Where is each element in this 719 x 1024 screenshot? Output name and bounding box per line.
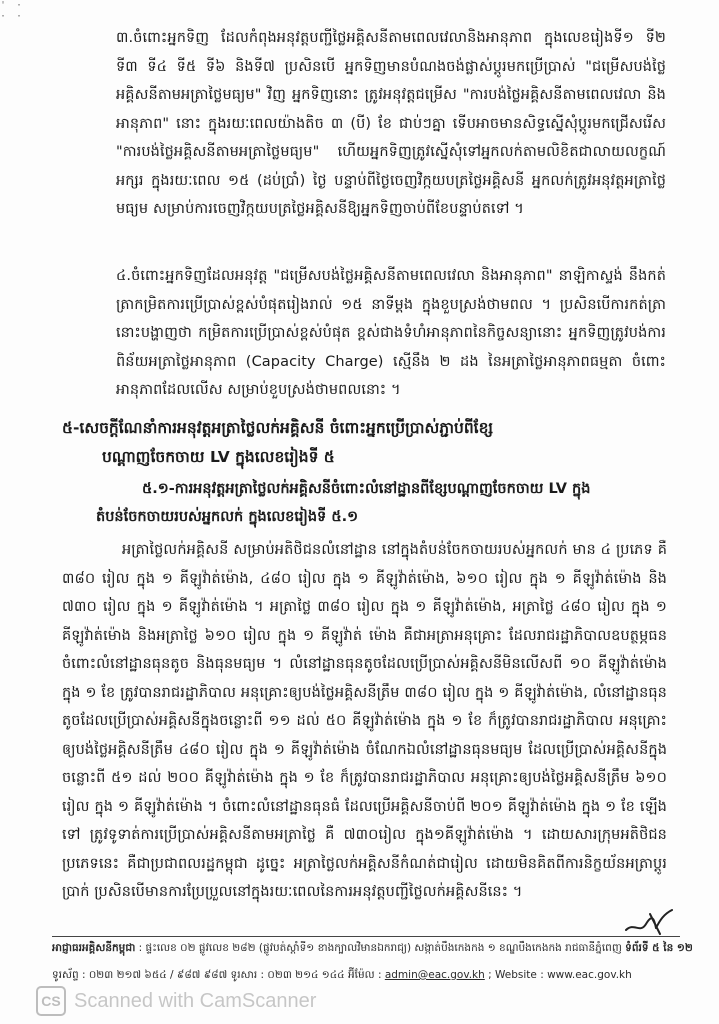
footer-address-line xyxy=(52,941,693,955)
paragraph-4: ៤.ចំពោះអ្នកទិញដែលអនុវត្ត "ជម្រើសបង់ថ្លៃអគ្គិសនីតាមពេលវេលា និងអានុភាព" នាឡិកាស្ទង់ នឹងកត់ត្រាកម្រិតការប្រើប្រាស់ខ្ពស់បំផុតរៀងរាល់ ១៥ នាទីម្តង ក្នុងខួបស្រង់ថាមពល ។ ប្រសិនបើការកត់ត្រានោះបង្ហាញថា កម្រិតការប្រើប្រាស់ខ្ពស់បំផុត ខ្ពស់ជាងទំហំអានុភាពនៃកិច្ចសន្យានោះ អ្នកទិញត្រូវបង់ការពិន័យអត្រាថ្លៃអានុភាព (Capacity Charge) ស្មើនឹង ២ ដង នៃអត្រាថ្លៃអានុភាពធម្មតា ចំពោះអានុភាពដែលលើស សម្រាប់ខួបស្រង់ថាមពលនោះ ។ xyxy=(116,268,666,398)
section-5-heading-line1: ៥-សេចក្តីណែនាំការអនុវត្តអត្រាថ្លៃលក់អគ្គិសនី ចំពោះអ្នកប្រើប្រាស់ភ្ជាប់ពីខ្សែ xyxy=(62,419,494,437)
section-5-heading-line2: បណ្តាញចែកចាយ LV ក្នុងលេខរៀងទី ៥ xyxy=(102,448,335,466)
footer-address: : ផ្ទះលេខ ០២ ផ្លូវលេខ ២៨២ (ផ្លូវបត់ស្តាំទី១ ខាងក្បាលវិមានឯករាជ្យ) សង្កាត់បឹងកេងកង ១ ខណ្ឌបឹងកេងកង រាជធានីភ្នំពេញ xyxy=(138,942,622,954)
footer-website[interactable]: ; Website : www.eac.gov.kh xyxy=(488,969,632,981)
camscanner-text: Scanned with CamScanner xyxy=(74,989,317,1012)
signature-mark xyxy=(620,900,680,940)
camscanner-logo-icon: CS xyxy=(36,986,66,1016)
paragraph-3: ៣.ចំពោះអ្នកទិញ ដែលកំពុងអនុវត្តបញ្ជីថ្លៃអគ្គិសនីតាមពេលវេលានិងអានុភាព ក្នុងលេខរៀងទី១ ទី២ ទី៣ ទី៤ ទី៥ ទី៦ និងទី៧ ប្រសិនបើ អ្នកទិញមានបំណងចង់ផ្លាស់ប្តូរមកប្រើប្រាស់ "ជម្រើសបង់ថ្លៃអគ្គិសនីតាមអត្រាថ្លៃមធ្យម" វិញ អ្នកទិញនោះ ត្រូវអនុវត្តជម្រើស "ការបង់ថ្លៃអគ្គិសនីតាមពេលវេលា និងអានុភាព" នោះ ក្នុងរយៈពេលយ៉ាងតិច ៣ (បី) ខែ ជាប់ៗគ្នា ទើបអាចមានសិទ្ធស្នើសុំប្តូរមកជ្រើសរើស "ការបង់ថ្លៃអគ្គិសនីតាមអត្រាថ្លៃមធ្យម" ហើយអ្នកទិញត្រូវស្នើសុំទៅអ្នកលក់តាមលិខិតជាលាយលក្ខណ៍អក្សរ ក្នុងរយៈពេល ១៥ (ដប់ប្រាំ) ថ្ងៃ បន្ទាប់ពីថ្ងៃចេញវិក្កយបត្រថ្លៃអគ្គិសនី អ្នកលក់ត្រូវអនុវត្តអត្រាថ្លៃមធ្យម សម្រាប់ការចេញវិក្កយបត្រថ្លៃអគ្គិសនីឱ្យអ្នកទិញចាប់ពីខែបន្ទាប់តទៅ ។ xyxy=(116,30,666,217)
camscanner-watermark xyxy=(36,983,366,1019)
page-number: ទំព័រទី ៥ នៃ ១២ xyxy=(625,942,693,954)
footer-org-label: អាជ្ញាធរអគ្គិសនីកម្ពុជា xyxy=(52,942,136,954)
corner-marks: ' · · · xyxy=(0,0,25,22)
footer-contact-line xyxy=(52,968,682,982)
footer-divider xyxy=(52,936,680,937)
section-5-1-heading: ៥.១-ការអនុវត្តអត្រាថ្លៃលក់អគ្គិសនីចំពោះលំនៅដ្ឋានពីខ្សែបណ្តាញចែកចាយ LV ក្នុងតំបន់ចែកចាយរបស់អ្នកលក់ ក្នុងលេខរៀងទី ៥.១ xyxy=(96,481,591,525)
footer-phone-fax: ទូរស័ព្ទ : ០២៣ ២១៧ ៦៥៤ / ៩៨៧ ៩៨៧ ទូរសារ : ០២៣ ២១៤ ១៤៤ អ៊ីម៉ែល : xyxy=(52,969,382,981)
footer-email-link[interactable]: admin@eac.gov.kh xyxy=(384,969,485,981)
section-5-heading xyxy=(62,414,667,472)
paragraph-5-1: អត្រាថ្លៃលក់អគ្គិសនី សម្រាប់អតិថិជនលំនៅដ្ឋាន នៅក្នុងតំបន់ចែកចាយរបស់អ្នកលក់ មាន ៤ ប្រភេទ គឺ ៣៨០ រៀល ក្នុង ១ គីឡូវ៉ាត់ម៉ោង, ៤៨០ រៀល ក្នុង ១ គីឡូវ៉ាត់ម៉ោង, ៦១០ រៀល ក្នុង ១ គីឡូវ៉ាត់ម៉ោង និង ៧៣០ រៀល ក្នុង ១ គីឡូវ៉ាត់ម៉ោង ។ អត្រាថ្លៃ ៣៨០ រៀល ក្នុង ១ គីឡូវ៉ាត់ម៉ោង, អត្រាថ្លៃ ៤៨០ រៀល ក្នុង ១ គីឡូវ៉ាត់ម៉ោង និងអត្រាថ្លៃ ៦១០ រៀល ក្នុង ១ គីឡូវ៉ាត់ ម៉ោង គឺជាអត្រាអនុគ្រោះ ដែលរាជរដ្ឋាភិបាលឧបត្ថម្ភធនចំពោះលំនៅដ្ឋានធុនតូច និងធុនមធ្យម ។ លំនៅដ្ឋានធុនតូចដែលប្រើប្រាស់អគ្គិសនីមិនលើសពី ១០ គីឡូវ៉ាត់ម៉ោង ក្នុង ១ ខែ ត្រូវបានរាជរដ្ឋាភិបាល អនុគ្រោះឲ្យបង់ថ្លៃអគ្គិសនីត្រឹម ៣៨០ រៀល ក្នុង ១ គីឡូវ៉ាត់ម៉ោង, លំនៅដ្ឋានធុនតូចដែលប្រើប្រាស់អគ្គិសនីក្នុងចន្លោះពី ១១ ដល់ ៥០ គីឡូវ៉ាត់ម៉ោង ក្នុង ១ ខែ ក៏ត្រូវបានរាជរដ្ឋាភិបាល អនុគ្រោះឲ្យបង់ថ្លៃអគ្គិសនីត្រឹម ៤៨០ រៀល ក្នុង ១ គីឡូវ៉ាត់ម៉ោង ចំណែកឯលំនៅដ្ឋានធុនមធ្យម ដែលប្រើប្រាស់អគ្គិសនីក្នុងចន្លោះពី ៥១ ដល់ ២០០ គីឡូវ៉ាត់ម៉ោង ក្នុង ១ ខែ ក៏ត្រូវបានរាជរដ្ឋាភិបាល អនុគ្រោះឲ្យបង់ថ្លៃអគ្គិសនីត្រឹម ៦១០ រៀល ក្នុង ១ គីឡូវ៉ាត់ម៉ោង ។ ចំពោះលំនៅដ្ឋានធុនធំ ដែលប្រើអគ្គិសនីចាប់ពី ២០១ គីឡូវ៉ាត់ម៉ោង ក្នុង ១ ខែ ឡើងទៅ ត្រូវទូទាត់ការប្រើប្រាស់អគ្គិសនីតាមអត្រាថ្លៃ គឺ ៧៣០រៀល ក្នុង១គីឡូវ៉ាត់ម៉ោង ។ ដោយសារក្រុមអតិថិជនប្រភេទនេះ គឺជាប្រជាពលរដ្ឋកម្ពុជា ដូច្នេះ អត្រាថ្លៃលក់អគ្គិសនីកំណត់ជារៀល ដោយមិនគិតពីការនិក្ខយ័នអត្រាប្តូរប្រាក់ ប្រសិនបើមានការប្រែប្រួលនៅក្នុងរយៈពេលនៃការអនុវត្តបញ្ជីថ្លៃលក់អគ្គិសនីនេះ ។ xyxy=(62,542,667,900)
